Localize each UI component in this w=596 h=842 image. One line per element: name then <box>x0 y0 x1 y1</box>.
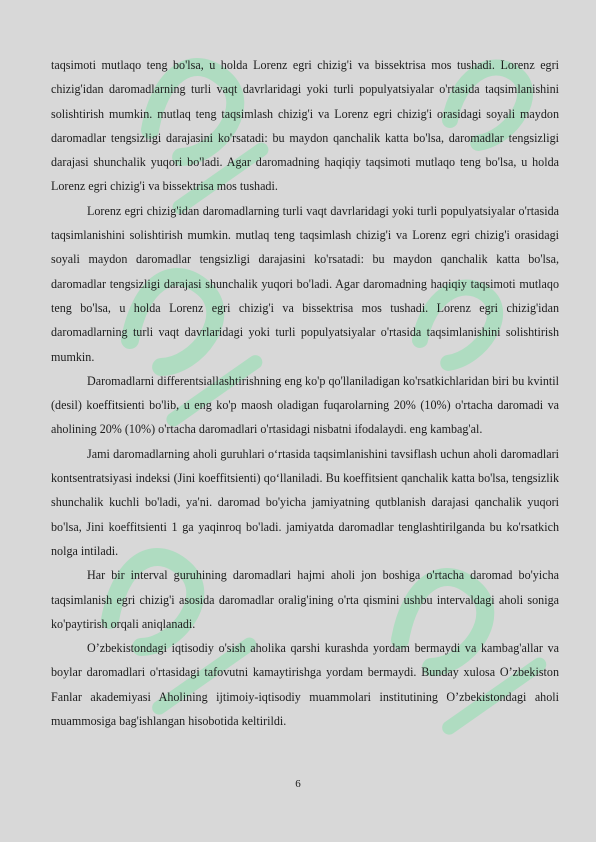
body-paragraph: O’zbekistondagi iqtisodiy o'sish aholika qarshi kurashda yordam bermaydi va kambag'allar va boylar daromadlari o'rtasidagi tafovutni kamaytirishga yordam bermaydi. Bunday xulosa O’zbekiston Fanlar akademiyasi Aholining ijtimoiy-iqtisodiy muammolari institutining O’zbekistondagi aholi muammosiga bag'ishlangan hisobotida keltirildi. <box>51 641 559 729</box>
body-paragraph: taqsimoti mutlaqo teng bo'lsa, u holda Lorenz egri chizig'i va bissektrisa mos tushadi. Lorenz egri chizig'idan daromadlarning turli vaqt davrlaridagi yoki turli populyatsiyalar o'rtasida taqsimlanishini solishtirish mumkin. mutlaq teng taqsimlash chizig'i va Lorenz egri chizig'i orasidagi soyali maydon daromadlar tengsizligi darajasini ko'rsatadi: bu maydon qanchalik katta bo'lsa, daromadlar tengsizligi darajasi shunchalik yuqori bo'ladi. Agar daromadning haqiqiy taqsimoti mutlaqo teng bo'lsa, u holda Lorenz egri chizig'i va bissektrisa mos tushadi. <box>51 58 559 194</box>
body-paragraph: Lorenz egri chizig'idan daromadlarning turli vaqt davrlaridagi yoki turli populyatsiyalar o'rtasida taqsimlanishini solishtirish mumkin. mutlaq teng taqsimlash chizig'i va Lorenz egri chizig'i orasidagi soyali maydon daromadlar tengsizligi darajasini ko'rsatadi: bu maydon qanchalik katta bo'lsa, daromadlar tengsizligi darajasi shunchalik yuqori bo'ladi. Agar daromadning haqiqiy taqsimoti mutlaqo teng bo'lsa, u holda Lorenz egri chizig'i va bissektrisa mos tushadi. Lorenz egri chizig'idan daromadlarning turli vaqt davrlaridagi yoki turli populyatsiyalar o'rtasida taqsimlanishini solishtirish mumkin. <box>51 203 559 364</box>
page-number: 6 <box>295 778 301 790</box>
body-paragraph: Daromadlarni differentsiallashtirishning eng ko'p qo'llaniladigan ko'rsatkichlaridan biri bu kvintil (desil) koeffitsienti bo'lib, u eng ko'p maosh oladigan fuqarolarning 20% (10%) o'rtacha daromadi va aholining 20% (10%) o'rtacha daromadlari o'rtasidagi nisbatni ifodalaydi. eng kambag'al. <box>51 373 559 437</box>
body-paragraph: Har bir interval guruhining daromadlari hajmi aholi jon boshiga o'rtacha daromad bo'yicha taqsimlanish egri chizig'i asosida daromadlar oralig'ining o'rta qismini ushbu intervaldagi aholi soniga ko'paytirish orqali aniqlanadi. <box>51 568 559 631</box>
body-paragraph: Jami daromadlarning aholi guruhlari o‘rtasida taqsimlanishini tavsiflash uchun aholi daromadlari kontsentratsiyasi indeksi (Jini koeffitsienti) qo‘llaniladi. Bu koeffitsient qanchalik katta bo'lsa, tengsizlik shunchalik kuchli bo'ladi, ya'ni. daromad bo'yicha jamiyatning qutblanish darajasi qanchalik yuqori bo'lsa, Jini koeffitsienti 1 ga yaqinroq bo'ladi. jamiyatda daromadlar tenglashtirilganda bu ko'rsatkich nolga intiladi. <box>51 446 559 558</box>
document-body <box>51 53 559 733</box>
